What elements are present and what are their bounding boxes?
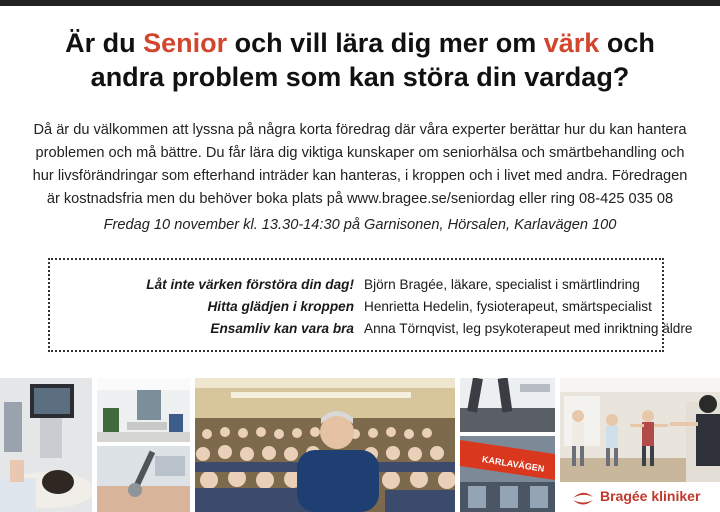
speaker-name: Björn Bragée, läkare, specialist i smärtlindring [364,277,640,292]
speaker-row [50,274,666,296]
photo-clinic-entrance [460,436,555,512]
photo-clinic-lobby [97,378,190,442]
intro-line: Då är du välkommen att lyssna på några korta föredrag där våra experter berättar hur du kan hantera [33,122,687,138]
speaker-row [50,296,666,318]
highlight-senior: Senior [143,28,228,58]
photo-group-exercise [560,378,720,482]
intro-line: hur livsförändringar som efterhand inträder kan hanteras, i kroppen och i livet med andra. Föredragen [32,168,688,184]
speaker-box [48,258,693,352]
speaker-row [50,318,693,340]
talk-title: Hitta glädjen i kroppen [207,299,354,314]
headline-text: och [599,28,655,58]
logo-text: Bragée kliniker [600,488,701,504]
top-border-line [0,0,720,6]
speaker-name: Anna Törnqvist, leg psykoterapeut med inriktning äldre [364,321,693,336]
speaker-name: Henrietta Hedelin, fysioterapeut, smärtspecialist [364,299,652,314]
headline-text: och vill lära dig mer om [227,28,544,58]
headline-line-2: andra problem som kan störa din vardag? [90,62,630,92]
intro-line: problemen och må bättre. Du får lära dig viktiga kunskaper om seniorhälsa och smärtbehandling och [35,145,685,161]
bragee-logo-icon [570,485,596,509]
headline-text: Är du [65,28,144,58]
talk-title: Ensamliv kan vara bra [210,321,354,336]
photo-lecture-audience [195,378,455,512]
talk-title: Låt inte värken förstöra din dag! [146,277,354,292]
bragee-logo[interactable] [566,484,716,510]
intro-paragraph [8,119,712,211]
intro-line: är kostnadsfria men du behöver boka plats på www.bragee.se/seniordag eller ring 08-425 035 08 [46,191,674,207]
photo-ultrasound [0,378,92,512]
photo-treatment [97,446,190,512]
headline [0,26,720,94]
headline-line-1 [0,26,720,60]
event-dateline: Fredag 10 november kl. 13.30-14:30 på Garnisonen, Hörsalen, Karlavägen 100 [103,217,617,233]
photo-treadmill [460,378,555,432]
highlight-vark: värk [543,28,600,58]
entrance-sign-text: KARLAVÄGEN [481,454,546,474]
